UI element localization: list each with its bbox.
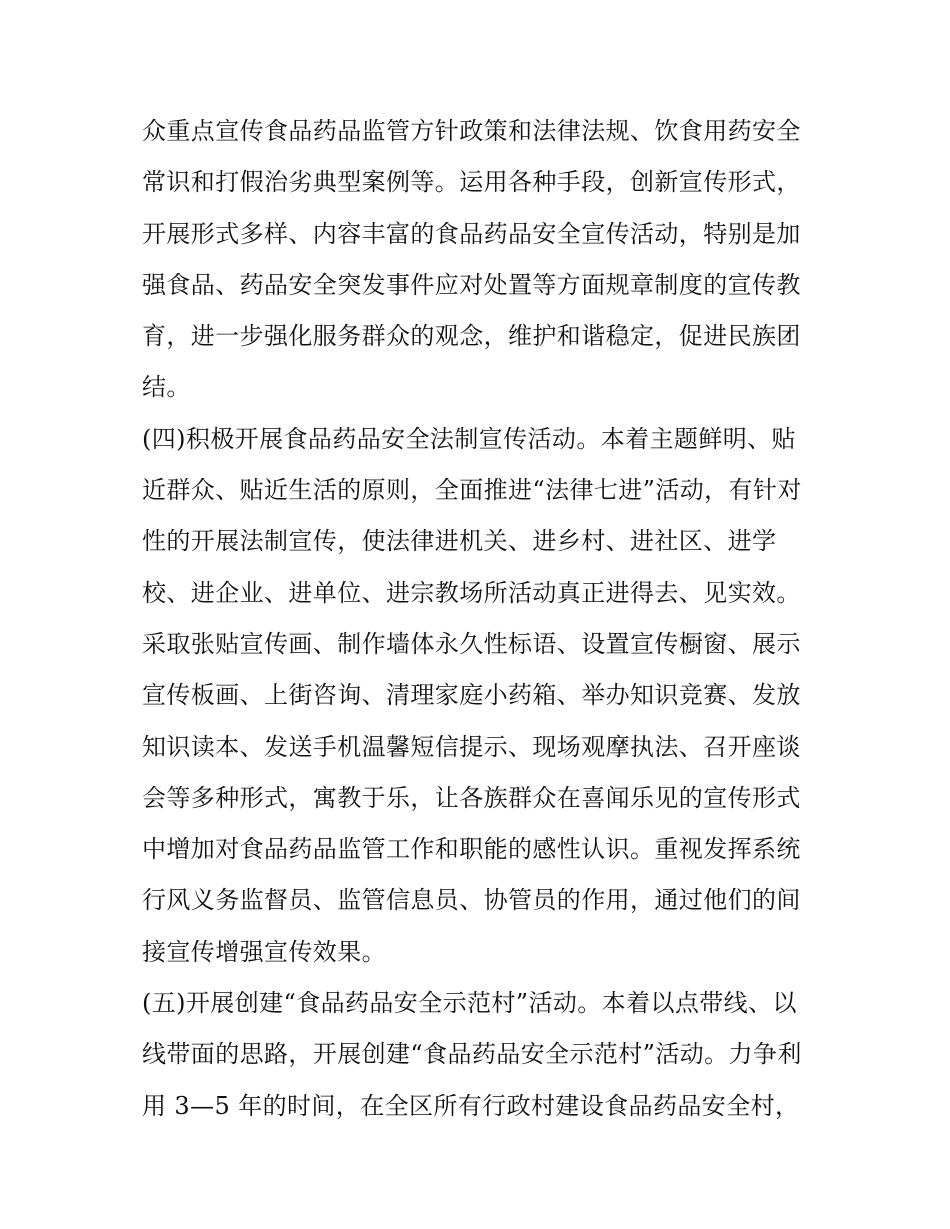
text-line: 线带面的思路，开展创建“食品药品安全示范村”活动。力争利 — [142, 1040, 802, 1069]
text-line: 强食品、药品安全突发事件应对处置等方面规章制度的宣传教 — [142, 270, 801, 299]
text-line: 常识和打假治劣典型案例等。运用各种手段，创新宣传形式， — [142, 168, 801, 197]
text-line: 性的开展法制宣传，使法律进机关、进乡村、进社区、进学 — [142, 527, 777, 556]
body-text — [142, 106, 822, 1132]
text-line: 用 3—5 年的时间，在全区所有行政村建设食品药品安全村， — [142, 1091, 800, 1120]
section-heading-line: (四)积极开展食品药品安全法制宣传活动。本着主题鲜明、贴 — [142, 424, 796, 453]
text-line: 中增加对食品药品监管工作和职能的感性认识。重视发挥系统 — [142, 835, 801, 864]
text-line: 宣传板画、上街咨询、清理家庭小药箱、举办知识竞赛、发放 — [142, 681, 801, 710]
text-line: 开展形式多样、内容丰富的食品药品安全宣传活动，特别是加 — [142, 219, 801, 248]
text-line: 接宣传增强宣传效果。 — [142, 937, 386, 966]
text-line: 结。 — [142, 373, 191, 402]
text-line: 知识读本、发送手机温馨短信提示、现场观摩执法、召开座谈 — [142, 732, 801, 761]
text-line: 会等多种形式，寓教于乐，让各族群众在喜闻乐见的宣传形式 — [142, 783, 801, 812]
text-line: 校、进企业、进单位、进宗教场所活动真正进得去、见实效。 — [142, 578, 801, 607]
text-line: 采取张贴宣传画、制作墙体永久性标语、设置宣传橱窗、展示 — [142, 629, 801, 658]
text-line: 近群众、贴近生活的原则，全面推进“法律七进”活动，有针对 — [142, 476, 802, 505]
text-line: 众重点宣传食品药品监管方针政策和法律法规、饮食用药安全 — [142, 117, 801, 145]
text-line: 育，进一步强化服务群众的观念，维护和谐稳定，促进民族团 — [142, 322, 801, 351]
text-line: 行风义务监督员、监管信息员、协管员的作用，通过他们的间 — [142, 886, 801, 915]
section-heading-line: (五)开展创建“食品药品安全示范村”活动。本着以点带线、以 — [142, 989, 797, 1018]
